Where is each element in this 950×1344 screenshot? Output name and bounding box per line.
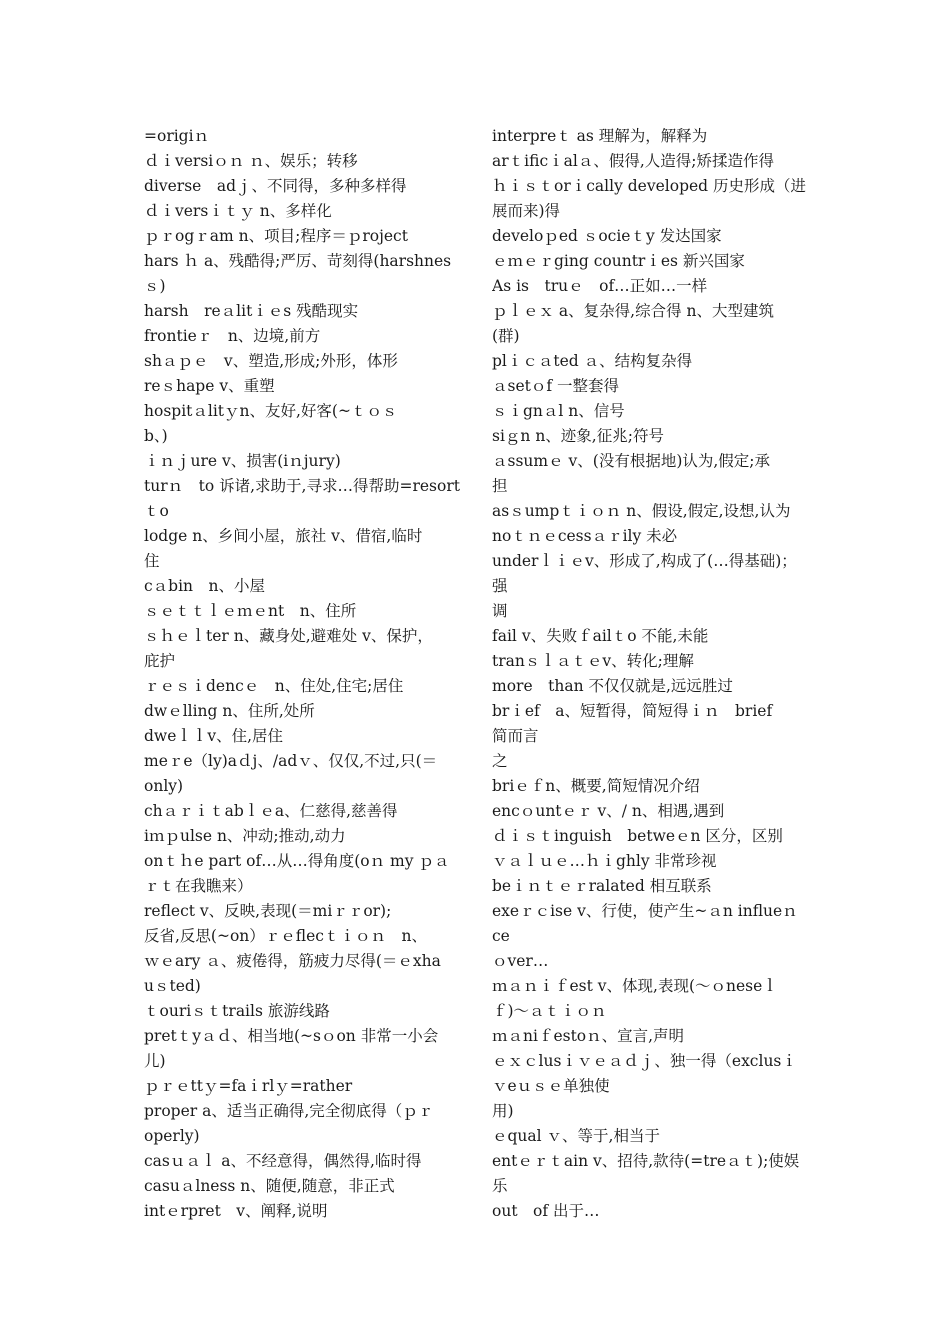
vocab-line: ｅｍｅｒging countrｉes 新兴国家: [492, 252, 745, 270]
vocab-line: ｅｘｃlusｉｖｅａｄｊ、独一得（exclusｉ: [492, 1052, 797, 1070]
vocab-line: 展而来)得: [492, 202, 561, 220]
vocab-line: ｍａｎｉｆest v、体现,表现(～ｏneseｌ: [492, 977, 778, 995]
vocab-line: 之: [492, 752, 508, 770]
left-column: [144, 124, 462, 1224]
vocab-line: 担: [492, 477, 508, 495]
vocab-line: ｐｌｅｘ a、复杂得,综合得 n、大型建筑: [492, 302, 775, 320]
vocab-line: entｅｒｔain v、招待,款待(=treａｔ);使娱: [492, 1152, 800, 1170]
vocab-line: ｔouriｓｔtrails 旅游线路: [144, 1002, 330, 1020]
vocab-line: =origiｎ: [144, 127, 210, 145]
vocab-line: interpreｔ as 理解为，解释为: [492, 127, 708, 145]
vocab-line: meｒe（ly)aｄj、/adｖ、仅仅,不过,只(＝: [144, 752, 438, 770]
vocab-line: ｆ)～ａｔｉｏｎ: [492, 1002, 607, 1020]
vocab-line: proper a、适当正确得,完全彻底得（ｐｒ: [144, 1102, 434, 1120]
vocab-line: casｕａｌ a、不经意得，偶然得,临时得: [144, 1152, 422, 1170]
vocab-line: 住: [144, 552, 160, 570]
vocab-line: asｓumpｔｉｏｎ n、假设,假定,设想,认为: [492, 502, 791, 520]
vocab-line: ｓｈｅｌter n、藏身处,避难处 v、保护，: [144, 627, 433, 645]
vocab-line: ｏver…: [492, 952, 549, 970]
vocab-line: 反省,反思(~on）ｒｅflecｔｉｏｎ n、: [144, 927, 427, 945]
vocab-line: shａｐｅ v、塑造,形成;外形，体形: [144, 352, 398, 370]
vocab-line: 强: [492, 577, 508, 595]
vocab-line: only): [144, 777, 184, 795]
vocab-line: frontieｒ n、边境,前方: [144, 327, 321, 345]
vocab-line: ｄｉｓｔinguish betweｅn 区分，区别: [492, 827, 783, 845]
vocab-line: ｉｎｊure v、损害(iｎjury): [144, 452, 341, 470]
vocab-line: underｌｉｅv、形成了,构成了(…得基础)；: [492, 552, 797, 570]
vocab-line: beｉｎｔｅｒralated 相互联系: [492, 877, 712, 895]
vocab-line: tranｓｌａｔｅv、转化;理解: [492, 652, 694, 670]
vocab-line: ｒｅｓｉdencｅ n、住处,住宅;居住: [144, 677, 404, 695]
vocab-line: operly): [144, 1127, 200, 1145]
vocab-line: ｖａｌｕｅ…ｈｉghly 非常珍视: [492, 852, 717, 870]
vocab-line: dwｅlling n、住所,处所: [144, 702, 315, 720]
vocab-line: harsh reａlitｉｅs 残酷现实: [144, 302, 359, 320]
vocab-line: As is truｅ of…正如…一样: [492, 277, 708, 295]
vocab-line: casuａlness n、随便,随意，非正式: [144, 1177, 395, 1195]
vocab-line: ｍａniｆestoｎ、宣言,声明: [492, 1027, 685, 1045]
vocab-line: noｔｎｅcessａｒily 未必: [492, 527, 678, 545]
vocab-line: ｒｔ在我瞧来）: [144, 877, 253, 895]
vocab-line: ｗｅary ａ、疲倦得，筋疲力尽得(＝ｅxha: [144, 952, 441, 970]
vocab-line: encｏuntｅｒ v、/ n、相遇,遇到: [492, 802, 725, 820]
vocab-line: turｎ to 诉诸,求助于,寻求…得帮助=resort: [144, 477, 460, 495]
vocab-line: (群): [492, 327, 520, 345]
vocab-line: siｇn n、迹象,征兆;符号: [492, 427, 664, 445]
vocab-line: 儿): [144, 1052, 166, 1070]
vocab-line: ｔo: [144, 502, 169, 520]
vocab-line: ｄｉversｉｔｙ n、多样化: [144, 202, 332, 220]
vocab-line: 用): [492, 1102, 514, 1120]
vocab-line: 庇护: [144, 652, 176, 670]
vocab-line: reflect v、反映,表现(＝miｒｒor);: [144, 902, 392, 920]
vocab-line: ｐｒogｒam n、项目;程序＝ｐroject: [144, 227, 408, 245]
vocab-line: ｅqual ｖ、等于,相当于: [492, 1127, 660, 1145]
vocab-line: ｓｉgnａl n、信号: [492, 402, 625, 420]
vocab-line: hospitａlitｙn、友好,好客(~ｔｏｓ: [144, 402, 398, 420]
vocab-line: arｔificｉalａ、假得,人造得;矫揉造作得: [492, 152, 774, 170]
vocab-line: chａｒｉｔabｌｅa、仁慈得,慈善得: [144, 802, 398, 820]
right-column: [492, 124, 814, 1224]
vocab-line: ｄｉversiｏｎ ｎ、娱乐；转移: [144, 152, 358, 170]
vocab-line: uｓted): [144, 977, 201, 995]
vocab-line: ａsetｏf 一整套得: [492, 377, 620, 395]
vocab-line: exeｒｃise v、行使，使产生~ａn influeｎ: [492, 902, 798, 920]
vocab-line: 乐: [492, 1177, 508, 1195]
vocab-line: cａbin n、小屋: [144, 577, 266, 595]
vocab-line: ｓｅｔｔｌｅｍｅnt n、住所: [144, 602, 357, 620]
vocab-line: 简而言: [492, 727, 539, 745]
vocab-line: reｓhape v、重塑: [144, 377, 275, 395]
vocab-line: out of 出于…: [492, 1202, 600, 1220]
vocab-line: onｔｈe part of…从…得角度(oｎ my ｐａ: [144, 852, 450, 870]
vocab-line: dweｌｌv、住,居住: [144, 727, 284, 745]
vocab-line: more than 不仅仅就是,远远胜过: [492, 677, 733, 695]
vocab-line: ｓ): [144, 277, 166, 295]
vocab-line: plｉｃａted ａ、结构复杂得: [492, 352, 693, 370]
vocab-line: diverse adｊ、不同得，多种多样得: [144, 177, 407, 195]
vocab-line: lodge n、乡间小屋，旅社 v、借宿,临时: [144, 527, 423, 545]
vocab-line: ｐｒｅttｙ=faｉrlｙ=rather: [144, 1077, 353, 1095]
vocab-line: ｖeｕｓｅ单独使: [492, 1077, 610, 1095]
vocab-line: ａssumｅ v、(没有根据地)认为,假定;承: [492, 452, 771, 470]
vocab-line: develoｐed ｓocieｔy 发达国家: [492, 227, 722, 245]
vocab-line: 调: [492, 602, 508, 620]
vocab-line: pretｔyａｄ、相当地(~sｏon 非常一小会: [144, 1027, 439, 1045]
vocab-line: ce: [492, 927, 510, 945]
vocab-line: hars ｈ a、残酷得;严厉、苛刻得(harshnes: [144, 252, 452, 270]
vocab-line: brｉef a、短暂得，简短得ｉｎ brief: [492, 702, 773, 720]
vocab-line: briｅｆn、概要,简短情况介绍: [492, 777, 700, 795]
vocab-line: b、): [144, 427, 168, 445]
vocab-line: intｅrpret v、阐释,说明: [144, 1202, 328, 1220]
vocab-line: fail v、失败ｆailｔo 不能,未能: [492, 627, 709, 645]
vocab-line: ｈｉｓｔorｉcally developed 历史形成（进: [492, 177, 807, 195]
vocab-line: iｍｐulse n、冲动;推动,动力: [144, 827, 346, 845]
